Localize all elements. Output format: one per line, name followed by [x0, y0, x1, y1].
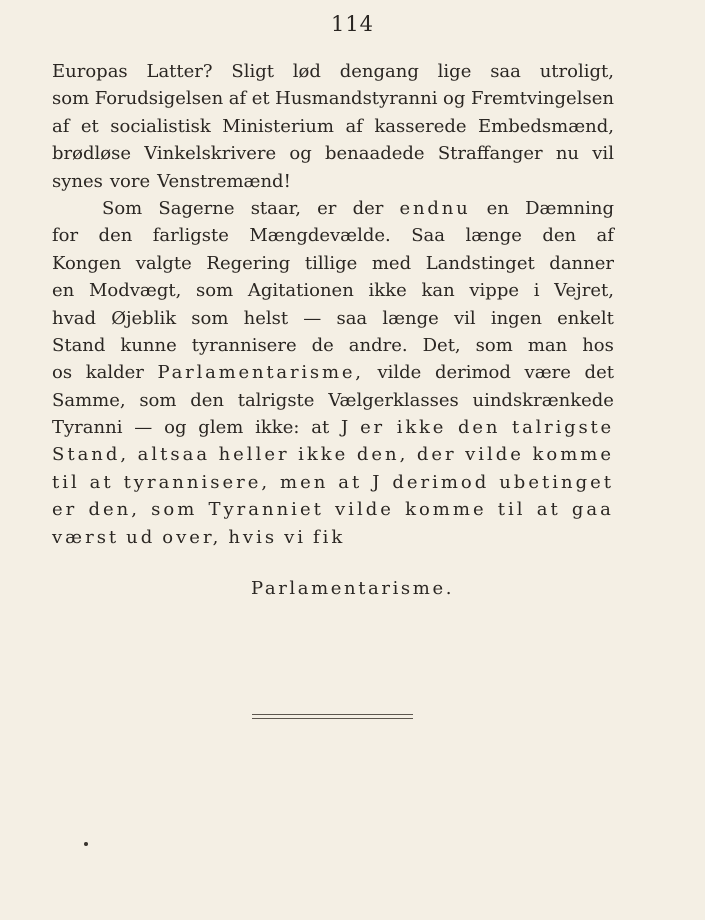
word: talrigste	[237, 389, 315, 411]
word: ikke	[368, 280, 407, 302]
word: Øjeblik	[111, 307, 177, 329]
text-line	[52, 277, 614, 304]
closing-word: Parlamentarisme.	[250, 578, 455, 599]
word: Stand,	[52, 444, 130, 466]
word: at	[89, 471, 114, 493]
word: ud	[126, 526, 156, 548]
word: i	[533, 280, 540, 302]
word: den,	[88, 499, 140, 521]
word: er	[52, 499, 78, 521]
word: ikke	[298, 444, 349, 466]
word: benaadede	[324, 143, 425, 165]
word: Sligt	[231, 61, 274, 82]
word: som	[151, 499, 198, 521]
word: som	[475, 334, 513, 356]
word: hvad	[52, 307, 97, 329]
word: Europas	[52, 61, 128, 82]
word: saa	[336, 307, 368, 329]
word: er	[317, 197, 337, 219]
word: Husmandstyranni	[275, 88, 438, 110]
word: Sagerne	[158, 197, 235, 219]
text-line	[52, 359, 614, 386]
word: farligste	[152, 225, 229, 247]
word: længe	[465, 225, 522, 247]
ink-speck	[84, 842, 88, 846]
word: talrigste	[512, 417, 614, 439]
word: uindskrænkede	[472, 389, 614, 411]
word: den	[190, 389, 224, 411]
word: med	[371, 252, 412, 274]
word: den,	[356, 444, 409, 466]
word: kunne	[120, 334, 177, 356]
word: af	[345, 115, 363, 137]
text-line	[52, 469, 614, 496]
word: kan	[421, 280, 455, 302]
word: at	[338, 471, 363, 493]
word: et	[251, 88, 270, 110]
word: at	[311, 417, 330, 439]
word: tillige	[304, 252, 358, 274]
word: Venstremænd!	[157, 170, 291, 192]
word: komme	[405, 499, 487, 521]
word: den	[98, 225, 133, 247]
word: dengang	[339, 61, 419, 82]
word: Regering	[206, 252, 291, 274]
word: altsaa	[137, 444, 211, 466]
word: fik	[313, 526, 346, 548]
word: ikke	[396, 417, 447, 439]
word: tyrannisere	[191, 334, 297, 356]
word: Vejret,	[554, 280, 614, 302]
word: Forudsigelsen	[94, 88, 224, 110]
word: lød	[292, 61, 321, 82]
word: vil	[453, 307, 476, 329]
word: Tyranni	[52, 417, 123, 439]
word: derimod	[434, 362, 511, 384]
word: Som	[102, 197, 143, 219]
text-line	[52, 195, 614, 222]
word: værst	[52, 526, 120, 548]
word: Samme,	[52, 389, 126, 411]
word: vi	[284, 526, 307, 548]
word: heller	[218, 444, 290, 466]
text-line	[52, 332, 614, 359]
word: Ministerium	[222, 115, 334, 137]
word: Landstinget	[425, 252, 535, 274]
text-line	[52, 524, 614, 551]
text-line	[52, 414, 614, 441]
word: staar,	[250, 197, 301, 219]
word: en	[52, 280, 75, 302]
word: glem	[198, 417, 244, 439]
word: er	[360, 417, 385, 439]
word: os	[52, 362, 73, 384]
word: af	[52, 115, 70, 137]
word: et	[80, 115, 99, 137]
word: vippe	[469, 280, 519, 302]
word: vil	[592, 143, 614, 165]
word: være	[524, 362, 571, 384]
word: lige	[437, 61, 472, 82]
word: Mængdevælde.	[249, 225, 391, 247]
ornamental-rule-bottom	[252, 718, 413, 719]
text-line	[52, 58, 614, 85]
word: derimod	[392, 471, 490, 493]
text-line	[52, 305, 614, 332]
word: J	[341, 417, 349, 439]
word: utroligt,	[539, 61, 614, 82]
page-number: 114	[330, 12, 375, 36]
text-line	[52, 85, 614, 112]
word: saa	[490, 61, 521, 82]
word: og	[289, 143, 312, 165]
word: som	[191, 307, 229, 329]
word: som	[52, 88, 90, 110]
word: de	[311, 334, 334, 356]
word: vilde	[465, 444, 524, 466]
word: socialistisk	[110, 115, 211, 137]
word: længe	[382, 307, 439, 329]
word: af	[228, 88, 247, 110]
word: hvis	[228, 526, 278, 548]
word: —	[134, 417, 153, 439]
word: der	[416, 444, 457, 466]
word: den	[542, 225, 577, 247]
word: Agitationen	[247, 280, 354, 302]
text-line	[52, 496, 614, 523]
word: vore	[109, 170, 151, 192]
word: Tyranniet	[208, 499, 324, 521]
word: Modvægt,	[88, 280, 182, 302]
word: tyrannisere,	[123, 471, 271, 493]
word: Stand	[52, 334, 106, 356]
word: over,	[162, 526, 222, 548]
word: men	[280, 471, 329, 493]
word: og	[164, 417, 187, 439]
text-line	[52, 222, 614, 249]
word: ubetinget	[499, 471, 614, 493]
word: Fremtvingelsen	[470, 88, 614, 110]
word: for	[52, 225, 79, 247]
word: hos	[582, 334, 614, 356]
word: af	[596, 225, 614, 247]
word: nu	[555, 143, 580, 165]
word: en	[486, 197, 509, 219]
word: endnu	[399, 197, 471, 219]
word: enkelt	[557, 307, 614, 329]
word: Dæmning	[525, 197, 614, 219]
body-text	[52, 58, 614, 551]
word: J	[372, 471, 383, 493]
word: gaa	[571, 499, 614, 521]
ornamental-rule-top	[252, 714, 413, 715]
word: vilde	[377, 362, 422, 384]
word: vilde	[335, 499, 394, 521]
word: ikke:	[255, 417, 300, 439]
word: og	[443, 88, 466, 110]
word: Parlamentarisme,	[157, 362, 364, 384]
word: danner	[549, 252, 614, 274]
text-line	[52, 168, 614, 195]
word: Det,	[422, 334, 461, 356]
word: til	[52, 471, 80, 493]
word: til	[497, 499, 526, 521]
word: Vinkelskrivere	[144, 143, 277, 165]
word: andre.	[348, 334, 408, 356]
word: det	[584, 362, 614, 384]
word: synes	[52, 170, 103, 192]
text-line	[52, 250, 614, 277]
text-line	[52, 441, 614, 468]
text-line	[52, 113, 614, 140]
word: der	[352, 197, 384, 219]
word: Saa	[411, 225, 445, 247]
word: som	[139, 389, 177, 411]
word: brødløse	[52, 143, 131, 165]
word: komme	[532, 444, 614, 466]
text-line	[52, 387, 614, 414]
word: ingen	[490, 307, 542, 329]
word: Embedsmænd,	[478, 115, 614, 137]
word: helst	[243, 307, 289, 329]
word: —	[303, 307, 322, 329]
word: Kongen	[52, 252, 122, 274]
word: Vælgerklasses	[328, 389, 459, 411]
word: den	[458, 417, 501, 439]
word: Straffanger	[437, 143, 543, 165]
word: valgte	[135, 252, 192, 274]
word: at	[536, 499, 561, 521]
word: man	[527, 334, 568, 356]
word: kalder	[85, 362, 144, 384]
word: Latter?	[146, 61, 213, 82]
text-line	[52, 140, 614, 167]
word: som	[196, 280, 234, 302]
word: kasserede	[374, 115, 467, 137]
